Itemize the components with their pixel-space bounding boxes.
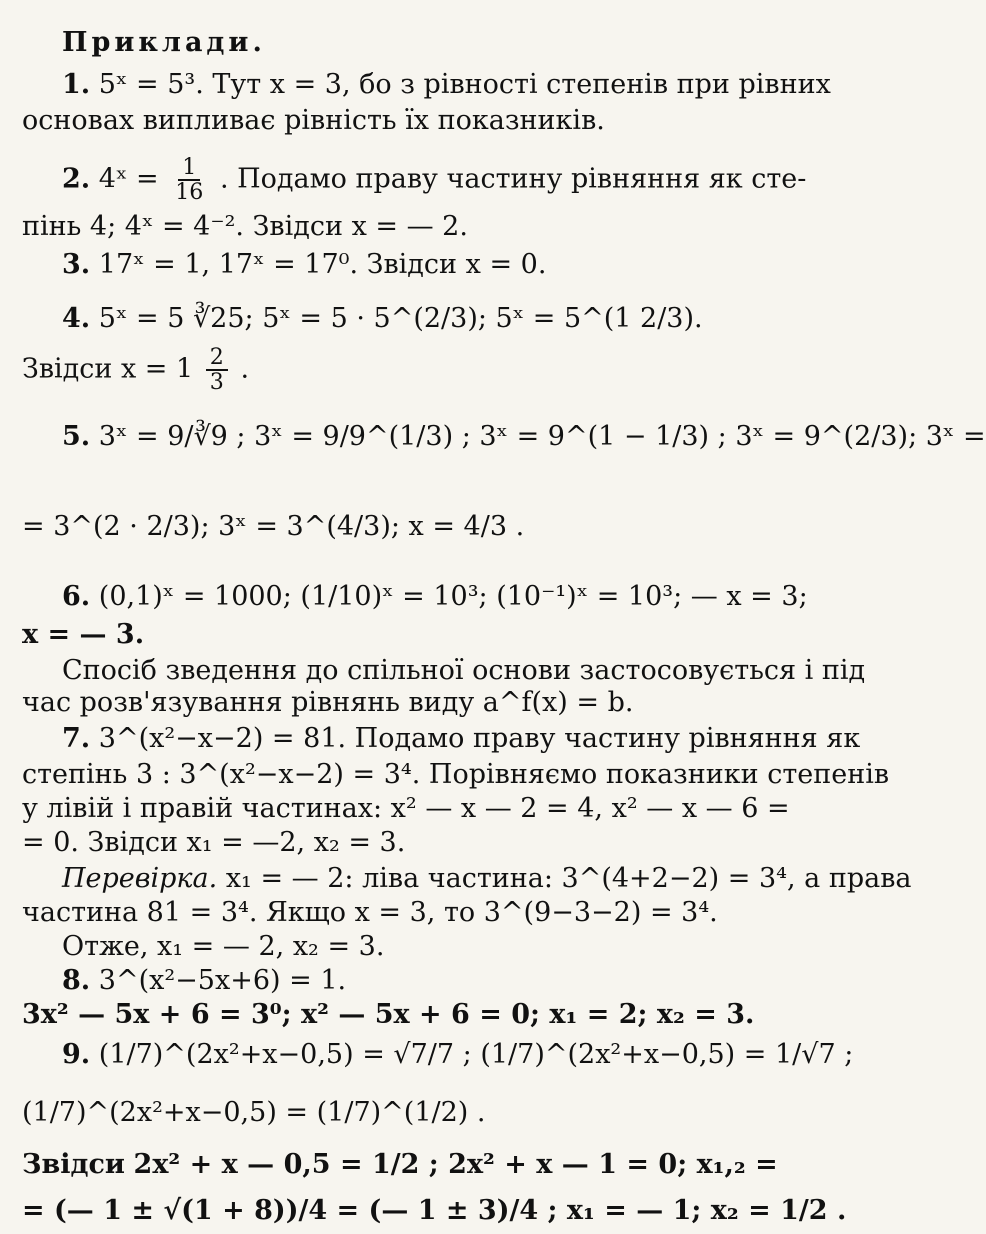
example-text: 3^(x²−x−2) = 81. Подамо праву частину рівняння як [98,723,861,754]
example-text: 3^(x²−5x+6) = 1. [98,965,347,996]
example-text: 5ˣ = 5 ∛25; 5ˣ = 5 · 5^(2/3); 5ˣ = 5^(1 2/3). [98,303,703,334]
example-4 [62,304,703,334]
example-text: 17ˣ = 1, 17ˣ = 17⁰. Звідси x = 0. [98,249,547,280]
check-text: x₁ = — 2: ліва частина: 3^(4+2−2) = 3⁴, а права [225,863,912,894]
example-text: (0,1)ˣ = 1000; (1/10)ˣ = 10³; (10⁻¹)ˣ = 10³; — x = 3; [98,581,808,612]
numerator: 1 [178,156,200,181]
example-number: 4. [62,303,91,334]
example-number: 5. [62,421,91,452]
example-5 [62,422,986,452]
example-8 [62,966,346,996]
example-3 [62,250,546,280]
example-number: 7. [62,723,91,754]
example-8-line-2: 3x² — 5x + 6 = 3⁰; x² — 5x + 6 = 0; x₁ = 2; x₂ = 3. [22,999,755,1030]
final-label: Звідси [22,1149,125,1180]
example-7-line-4: = 0. Звідси x₁ = —2, x₂ = 3. [22,827,406,858]
denominator: 16 [175,179,204,206]
example-1-continuation: основах випливає рівність їх показників. [22,105,605,136]
example-7-line-2: степінь 3 : 3^(x²−x−2) = 3⁴. Порівняємо показники степенів [22,759,890,790]
example-2 [62,156,806,204]
fraction [206,346,228,394]
example-2-continuation: пінь 4; 4ˣ = 4⁻². Звідси x = — 2. [22,211,468,242]
example-6 [62,582,808,612]
example-9-line-2: (1/7)^(2x²+x−0,5) = (1/7)^(1/2) . [22,1097,486,1128]
final-line-1 [22,1150,778,1180]
final-text: 2x² + x — 0,5 = 1/2 ; 2x² + x — 1 = 0; x₁,₂ = [133,1149,778,1180]
method-line-1: Спосіб зведення до спільної основи застосовується і під [62,655,866,686]
check-line-2: частина 81 = 3⁴. Якщо x = 3, то 3^(9−3−2) = 3⁴. [22,897,718,928]
section-heading: Приклади. [62,27,266,58]
check-label: Перевірка. [62,863,218,894]
continuation-text: Звідси x = 1 [22,353,194,385]
example-5-continuation: = 3^(2 · 2/3); 3ˣ = 3^(4/3); x = 4/3 . [22,511,525,542]
example-6-continuation: x = — 3. [22,619,145,650]
check-line-3: Отже, x₁ = — 2, x₂ = 3. [62,931,385,962]
example-1 [62,70,831,100]
example-text: . Подамо праву частину рівняння як сте- [219,163,807,195]
example-7 [62,724,860,754]
example-number: 6. [62,581,91,612]
example-4-continuation [22,346,249,394]
continuation-text: . [240,353,250,385]
example-number: 1. [62,69,91,100]
example-lhs: 4ˣ = [98,163,159,195]
final-line-2: = (— 1 ± √(1 + 8))/4 = (— 1 ± 3)/4 ; x₁ = — 1; x₂ = 1/2 . [22,1195,847,1226]
example-number: 8. [62,965,91,996]
example-text: 3ˣ = 9/∛9 ; 3ˣ = 9/9^(1/3) ; 3ˣ = 9^(1 − 1/3) ; 3ˣ = 9^(2/3); 3ˣ = [98,421,986,452]
example-text: (1/7)^(2x²+x−0,5) = √7/7 ; (1/7)^(2x²+x−0,5) = 1/√7 ; [98,1039,854,1070]
example-number: 2. [62,163,91,195]
check-line-1 [62,864,912,894]
example-number: 3. [62,249,91,280]
example-text: 5ˣ = 5³. Тут x = 3, бо з рівності степенів при рівних [98,69,831,100]
example-7-line-3: у лівій і правій частинах: x² — x — 2 = 4, x² — x — 6 = [22,793,790,824]
denominator: 3 [209,369,224,396]
method-line-2: час розв'язування рівнянь виду a^f(x) = b. [22,687,634,718]
example-number: 9. [62,1039,91,1070]
numerator: 2 [206,346,228,371]
fraction [171,156,207,204]
example-9 [62,1040,853,1070]
